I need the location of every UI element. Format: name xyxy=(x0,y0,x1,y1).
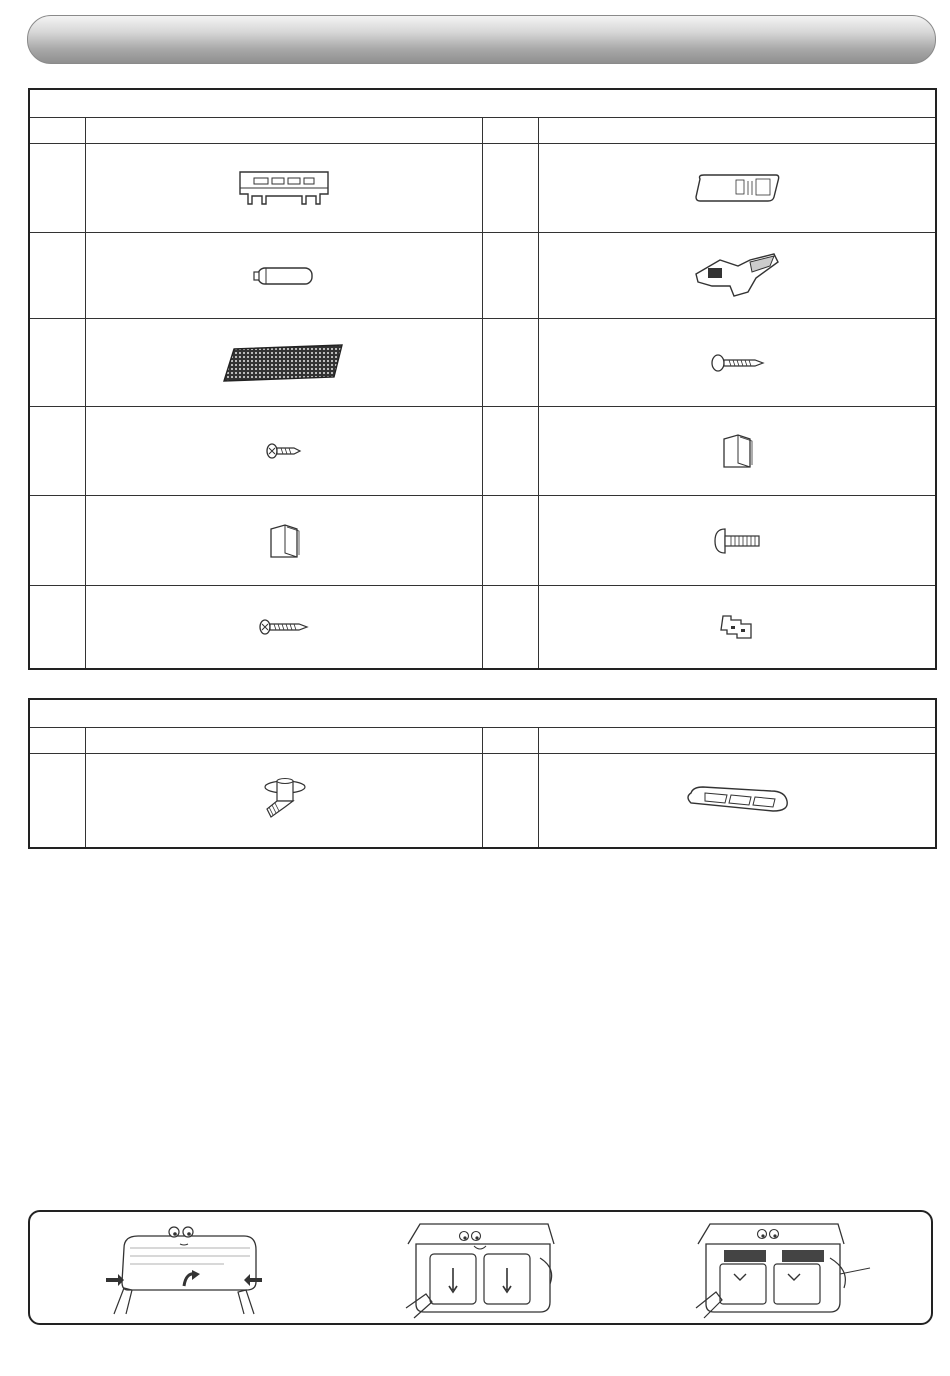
booklet-icon xyxy=(720,431,754,471)
part-cell xyxy=(85,407,482,496)
part-cell xyxy=(85,233,482,319)
part-cell xyxy=(85,496,482,586)
row-number-cell xyxy=(482,319,538,407)
row-number-cell xyxy=(482,233,538,319)
row-number-cell xyxy=(482,407,538,496)
row-number-cell xyxy=(29,144,85,233)
part-cell xyxy=(85,319,482,407)
part-cell xyxy=(85,144,482,233)
drain-cap-holder-icon xyxy=(683,783,791,817)
remote-holder-icon xyxy=(690,252,784,300)
bolt-icon xyxy=(711,526,763,556)
air-filter-icon xyxy=(222,343,346,383)
table-row xyxy=(29,319,936,407)
remove-filters-icon xyxy=(400,1218,560,1322)
row-number-cell xyxy=(482,496,538,586)
row-number-cell xyxy=(29,319,85,407)
header-part-left xyxy=(85,728,482,754)
remote-control-icon xyxy=(692,171,782,205)
tapping-screw-icon xyxy=(266,440,302,462)
drain-elbow-icon xyxy=(259,777,309,823)
screw-icon xyxy=(709,351,765,375)
table-row xyxy=(29,144,936,233)
part-cell xyxy=(85,586,482,669)
table-row xyxy=(29,754,936,848)
row-number-cell xyxy=(29,586,85,669)
header-no-right xyxy=(482,118,538,144)
filter-steps-panel xyxy=(28,1210,933,1325)
part-cell xyxy=(538,407,936,496)
optional-parts-table xyxy=(28,698,937,849)
part-cell xyxy=(538,586,936,669)
row-number-cell xyxy=(482,754,538,848)
row-number-cell xyxy=(482,144,538,233)
title-banner xyxy=(27,15,936,64)
header-part-left xyxy=(85,118,482,144)
mounting-plate-icon xyxy=(236,168,332,208)
accessories-table xyxy=(28,88,937,670)
open-front-panel-icon xyxy=(104,1218,264,1318)
header-no-left xyxy=(29,118,85,144)
optional-table-title xyxy=(29,699,936,728)
table-row xyxy=(29,407,936,496)
part-cell xyxy=(538,144,936,233)
row-number-cell xyxy=(29,407,85,496)
battery-icon xyxy=(252,265,316,287)
part-cell xyxy=(538,319,936,407)
part-cell xyxy=(85,754,482,848)
table-row xyxy=(29,586,936,669)
table-row xyxy=(29,496,936,586)
accessories-table-title xyxy=(29,89,936,118)
row-number-cell xyxy=(29,233,85,319)
row-number-cell xyxy=(29,754,85,848)
part-cell xyxy=(538,233,936,319)
booklet-icon xyxy=(267,521,301,561)
install-filters-icon xyxy=(690,1218,880,1322)
part-cell xyxy=(538,496,936,586)
row-number-cell xyxy=(29,496,85,586)
row-number-cell xyxy=(482,586,538,669)
header-part-right xyxy=(538,728,936,754)
header-part-right xyxy=(538,118,936,144)
table-row xyxy=(29,233,936,319)
long-screw-icon xyxy=(259,616,309,638)
header-no-left xyxy=(29,728,85,754)
part-cell xyxy=(538,754,936,848)
header-no-right xyxy=(482,728,538,754)
bracket-icon xyxy=(717,612,757,642)
